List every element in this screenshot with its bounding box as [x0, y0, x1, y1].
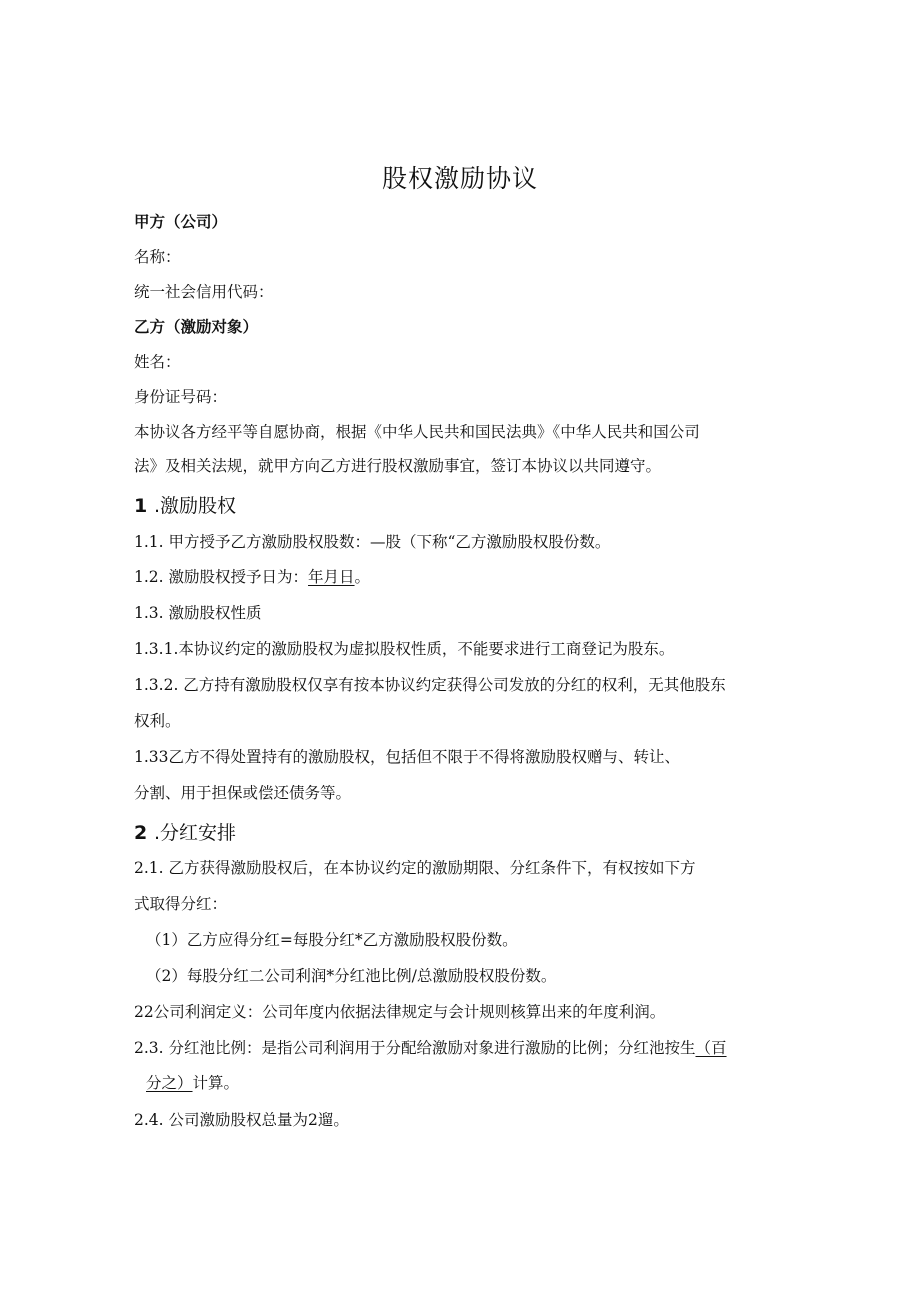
preamble-line-1: 本协议各方经平等自愿协商，根据《中华人民共和国民法典》《中华人民共和国公司 [134, 423, 700, 441]
clause-1-2-suffix: 。 [354, 568, 371, 586]
document-title: 股权激励协议 [381, 164, 538, 193]
clause-2-1-line-1: 2.1. 乙方获得激励股权后，在本协议约定的激励期限、分红条件下，有权按如下方 [134, 859, 696, 877]
clause-1-3-3-line-2: 分割、用于担保或偿还债务等。 [134, 784, 352, 802]
party-b-heading: 乙方（激励对象） [134, 318, 259, 336]
section-1-number: 1 [134, 495, 148, 517]
party-b-name-label: 姓名： [134, 353, 181, 371]
percentage-field-part-1: （百 [695, 1039, 727, 1057]
percentage-field-part-2: 分之） [146, 1074, 193, 1092]
clause-1-3-3-line-1: 1.33乙方不得处置持有的激励股权，包括但不限于不得将激励股权赠与、转让、 [134, 748, 681, 766]
clause-1-2-prefix: 1.2. 激励股权授予日为： [134, 568, 309, 586]
clause-1-2 [134, 567, 370, 587]
section-2-number: 2 [134, 822, 148, 844]
clause-1-3: 1.3. 激励股权性质 [134, 604, 262, 622]
formula-2: （2）每股分红二公司利润*分红池比例/总激励股权股份数。 [146, 967, 557, 985]
party-b-id-label: 身份证号码： [134, 388, 228, 406]
clause-1-1: 1.1. 甲方授予乙方激励股权股数：—股（下称“乙方激励股权股份数。 [134, 533, 611, 551]
clause-2-3-line-2 [146, 1073, 239, 1093]
section-1-title: .激励股权 [154, 495, 237, 517]
formula-1: （1）乙方应得分红=每股分红*乙方激励股权股份数。 [146, 931, 518, 949]
clause-1-3-1: 1.3.1.本协议约定的激励股权为虚拟股权性质，不能要求进行工商登记为股东。 [134, 640, 675, 658]
clause-2-4: 2.4. 公司激励股权总量为2遛。 [134, 1111, 349, 1129]
clause-2-3-line-1 [134, 1038, 727, 1058]
clause-2-3-prefix: 2.3. 分红池比例：是指公司利润用于分配给激励对象进行激励的比例；分红池按生 [134, 1039, 696, 1057]
clause-2-1-line-2: 式取得分红： [134, 895, 228, 913]
section-2-heading [134, 821, 236, 845]
section-2-title: .分红安排 [154, 822, 237, 844]
clause-1-3-2-line-2: 权利。 [134, 712, 181, 730]
clause-2-3-suffix: 计算。 [192, 1074, 240, 1092]
party-a-heading: 甲方（公司） [134, 213, 228, 231]
preamble-line-2: 法》及相关法规，就甲方向乙方进行股权激励事宜，签订本协议以共同遵守。 [134, 457, 662, 475]
party-a-credit-code-label: 统一社会信用代码： [134, 283, 274, 301]
clause-1-3-2-line-1: 1.3.2. 乙方持有激励股权仅享有按本协议约定获得公司发放的分红的权利，无其他股东 [134, 676, 726, 694]
grant-date-field: 年月日 [308, 568, 355, 586]
section-1-heading [134, 494, 236, 518]
clause-2-2: 22公司利润定义：公司年度内依据法律规定与会计规则核算出来的年度利润。 [134, 1003, 666, 1021]
party-a-name-label: 名称： [134, 248, 181, 266]
